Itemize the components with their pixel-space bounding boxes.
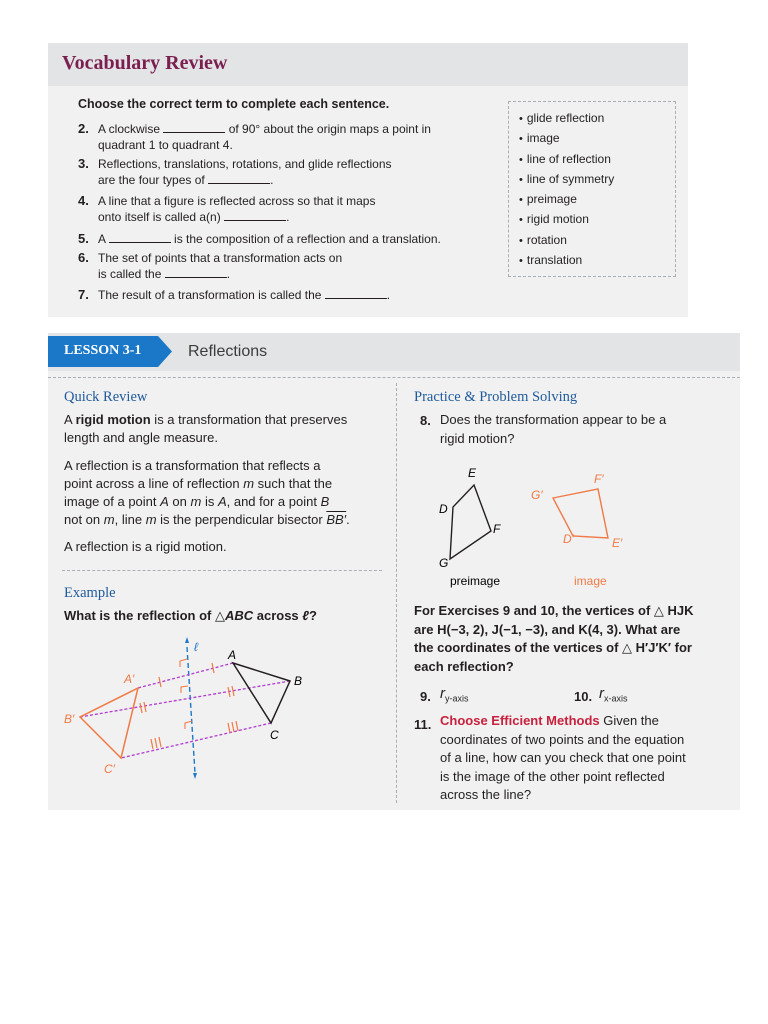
lesson-title: Reflections [188, 343, 268, 360]
vocab-question-3: 3. Reflections, translations, rotations, and glide reflections are the four types of . [78, 156, 392, 187]
arrow-down-icon [193, 773, 197, 779]
preimage-quadrilateral [450, 485, 491, 559]
vocab-question-7: 7. The result of a transformation is called the . [78, 287, 391, 302]
word-bank-item: • image [519, 131, 560, 145]
vocabulary-review-panel [48, 43, 688, 317]
word-bank-item: • line of reflection [519, 152, 611, 166]
exercise-8-diagram [428, 461, 728, 591]
word-bank-item: • glide reflection [519, 111, 605, 125]
word-bank-item: • rotation [519, 233, 567, 247]
triangle-A1B1C1 [80, 688, 138, 758]
segment-CC1 [121, 723, 271, 758]
exercise-10-text: $r_{x-axis}$ [599, 685, 628, 704]
exercises-9-10-intro: For Exercises 9 and 10, the vertices of △ HJK are H(−3, 2), J(−1, −3), and K(4, 3). What are the coordinates of the vertices of △ H′J′K′ for each reflection? [414, 603, 694, 674]
label-G-prime: G′ [531, 488, 543, 502]
label-G: G [439, 556, 449, 570]
triangle-ABC [233, 663, 290, 723]
divider [62, 570, 382, 571]
vocab-title: Vocabulary Review [62, 52, 228, 74]
answer-blank [163, 121, 225, 133]
word-bank-item: • preimage [519, 192, 577, 206]
preimage-caption: preimage [450, 574, 501, 588]
image-caption: image [574, 574, 607, 588]
quick-review-p1: A rigid motion is a transformation that preserves length and angle measure. [64, 412, 348, 445]
exercise-11-text: Choose Efficient Methods Given the coordinates of two points and the equation of a line, how can you check that one point is the image of the other point reflected across the line? [440, 713, 686, 802]
label-C-prime: C′ [104, 762, 115, 776]
column-divider [396, 383, 397, 803]
word-bank-item: • line of symmetry [519, 172, 615, 186]
exercise-9-text: $r_{y-axis}$ [440, 685, 469, 704]
label-A-prime: A′ [124, 672, 135, 686]
vocab-question-4: 4. A line that a figure is reflected across so that it maps onto itself is called a(n) . [78, 193, 376, 224]
vocab-question-2: 2. A clockwise of 90° about the origin maps a point in quadrant 1 to quadrant 4. [78, 121, 431, 152]
reflection-diagram [64, 633, 368, 783]
lesson-panel [48, 333, 740, 810]
answer-blank [165, 266, 227, 278]
quick-review-p2: A reflection is a transformation that reflects a point across a line of reflection m such that the image of a point A on m is A, and for a point B not on m, line m is the perpendicular bisector BB′. [64, 458, 350, 527]
label-A: A [228, 648, 237, 662]
example-question: What is the reflection of △ABC across ℓ? [64, 608, 317, 623]
answer-blank [224, 209, 286, 221]
exercise-9-number: 9. [420, 689, 431, 704]
exercise-8-number: 8. [420, 413, 431, 428]
word-bank-item: • translation [519, 253, 583, 267]
vocab-header [48, 43, 688, 86]
arrow-up-icon [185, 637, 189, 643]
answer-blank [325, 287, 387, 299]
answer-blank [109, 231, 171, 243]
quick-review-heading: Quick Review [64, 389, 148, 405]
label-l: ℓ [194, 640, 198, 654]
label-B-prime: B′ [64, 712, 75, 726]
exercise-11-number: 11. [414, 717, 432, 732]
segment-AA1 [138, 663, 233, 688]
practice-heading: Practice & Problem Solving [414, 389, 578, 405]
exercise-8-text: Does the transformation appear to be a rigid motion? [440, 412, 667, 446]
divider [48, 377, 740, 378]
label-E-prime: E′ [612, 536, 623, 550]
label-E: E [468, 466, 477, 480]
label-D: D [439, 502, 448, 516]
label-F: F [493, 522, 501, 536]
answer-blank [208, 172, 270, 184]
label-B: B [294, 674, 303, 688]
lesson-number: LESSON 3-1 [64, 343, 142, 358]
label-D-prime: D′ [563, 532, 574, 546]
label-F-prime: F′ [594, 472, 604, 486]
vocab-instruction: Choose the correct term to complete each sentence. [78, 97, 390, 111]
exercise-10-number: 10. [574, 689, 593, 704]
vocab-question-5: 5. A is the composition of a reflection and a translation. [78, 231, 441, 246]
label-C: C [270, 728, 279, 742]
word-bank [508, 101, 676, 277]
example-heading: Example [64, 585, 116, 601]
reflection-line [187, 647, 195, 773]
image-quadrilateral [553, 489, 608, 538]
word-bank-item: • rigid motion [519, 212, 589, 226]
vocab-question-6: 6. The set of points that a transformation acts on is called the . [78, 250, 343, 281]
quick-review-p3: A reflection is a rigid motion. [64, 539, 227, 554]
